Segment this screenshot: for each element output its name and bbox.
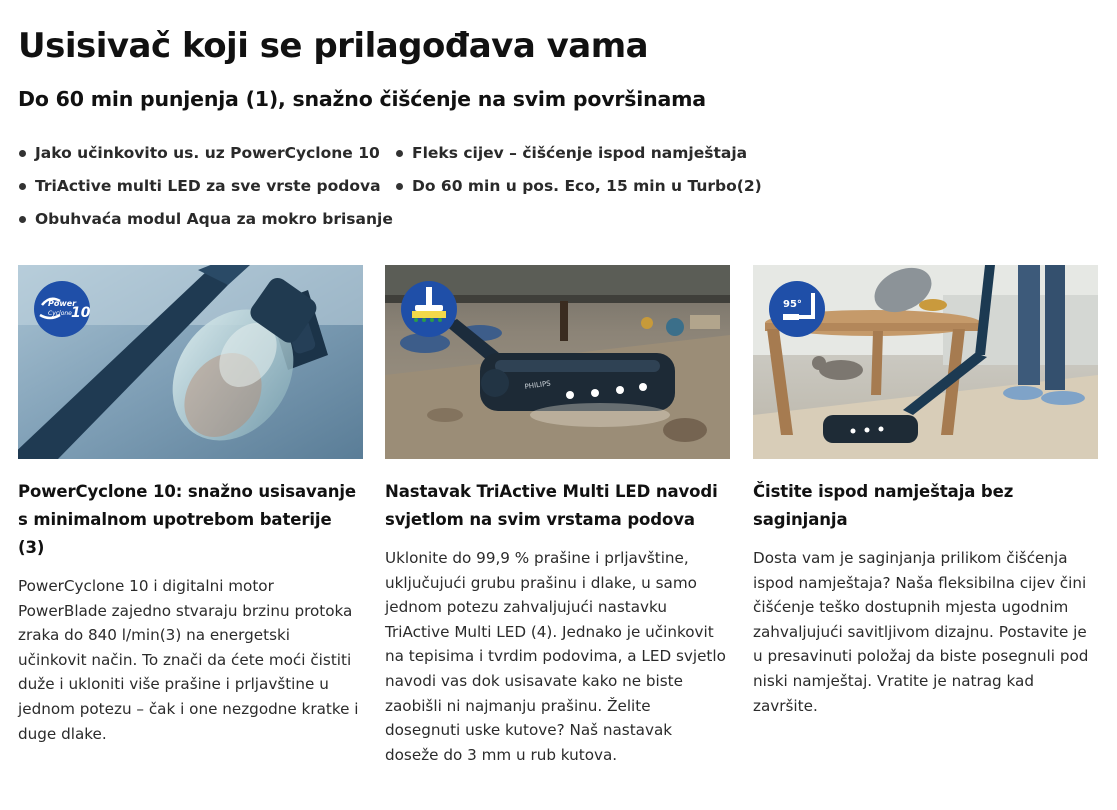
bullet-dot-icon <box>396 150 403 157</box>
powercyclone-image <box>18 265 363 459</box>
badge-line2: Cyclone <box>48 310 72 317</box>
page-subtitle: Do 60 min punjenja (1), snažno čišćenje na svim površinama <box>18 87 706 111</box>
bullet-dot-icon <box>396 183 403 190</box>
page-title: Usisivač koji se prilagođava vama <box>18 26 649 66</box>
bullet-dot-icon <box>19 183 26 190</box>
feature-bullet: Fleks cijev – čišćenje ispod namještaja <box>395 144 747 162</box>
flex-tube-image <box>753 265 1098 459</box>
feature-card-flex-tube <box>753 265 1098 718</box>
card-title: Čistite ispod namještaja bez saginjanja <box>753 482 1014 529</box>
badge-line1: Power <box>48 299 77 308</box>
card-title: Nastavak TriActive Multi LED navodi svjetlom na svim vrstama podova <box>385 482 718 529</box>
feature-bullet: TriActive multi LED za sve vrste podova <box>18 177 381 195</box>
badge-number: 10 <box>71 305 91 321</box>
bullet-dot-icon <box>19 216 26 223</box>
card-text: Uklonite do 99,9 % prašine i prljavštine, uključujući grubu prašinu i dlake, u samo jednom potezu zahvaljujući nastavku TriActive Multi LED (4). Jednako je učinkovit na tepisima i tvrdim podovima, a LED svjetlo navodi vas dok usisavate kako ne biste zaobišli ni najmanju prašinu. Želite dosegnuti uske kutove? Naš nastavak doseže do 3 mm u rub kutova. <box>385 549 726 764</box>
triactive-image <box>385 265 730 459</box>
feature-bullet: Obuhvaća modul Aqua za mokro brisanje <box>18 210 393 228</box>
feature-card-powercyclone <box>18 265 363 746</box>
card-text: PowerCyclone 10 i digitalni motor PowerBlade zajedno stvaraju brzinu protoka zraka do 840 l/min(3) na energetski učinkovit način. To znači da ćete moći čistiti duže i ukloniti više prašine i prljavštine u jednom potezu – čak i one nezgodne kratke i duge dlake. <box>18 577 359 743</box>
badge-angle: 95° <box>783 299 802 310</box>
feature-card-triactive <box>385 265 730 767</box>
card-text: Dosta vam je saginjanja prilikom čišćenja ispod namještaja? Naša fleksibilna cijev čini čišćenje teško dostupnih mjesta ugodnim zahvaljujući savitljivom dizajnu. Postavite je u presavinuti položaj da biste posegnuli pod niski namještaj. Vratite je natrag kad završite. <box>753 549 1089 715</box>
feature-bullet: Do 60 min u pos. Eco, 15 min u Turbo(2) <box>395 177 762 195</box>
feature-bullet: Jako učinkovito us. uz PowerCyclone 10 <box>18 144 380 162</box>
card-title: PowerCyclone 10: snažno usisavanje s minimalnom upotrebom baterije (3) <box>18 482 357 557</box>
bullet-dot-icon <box>19 150 26 157</box>
brand-label: PHILIPS <box>524 379 552 391</box>
